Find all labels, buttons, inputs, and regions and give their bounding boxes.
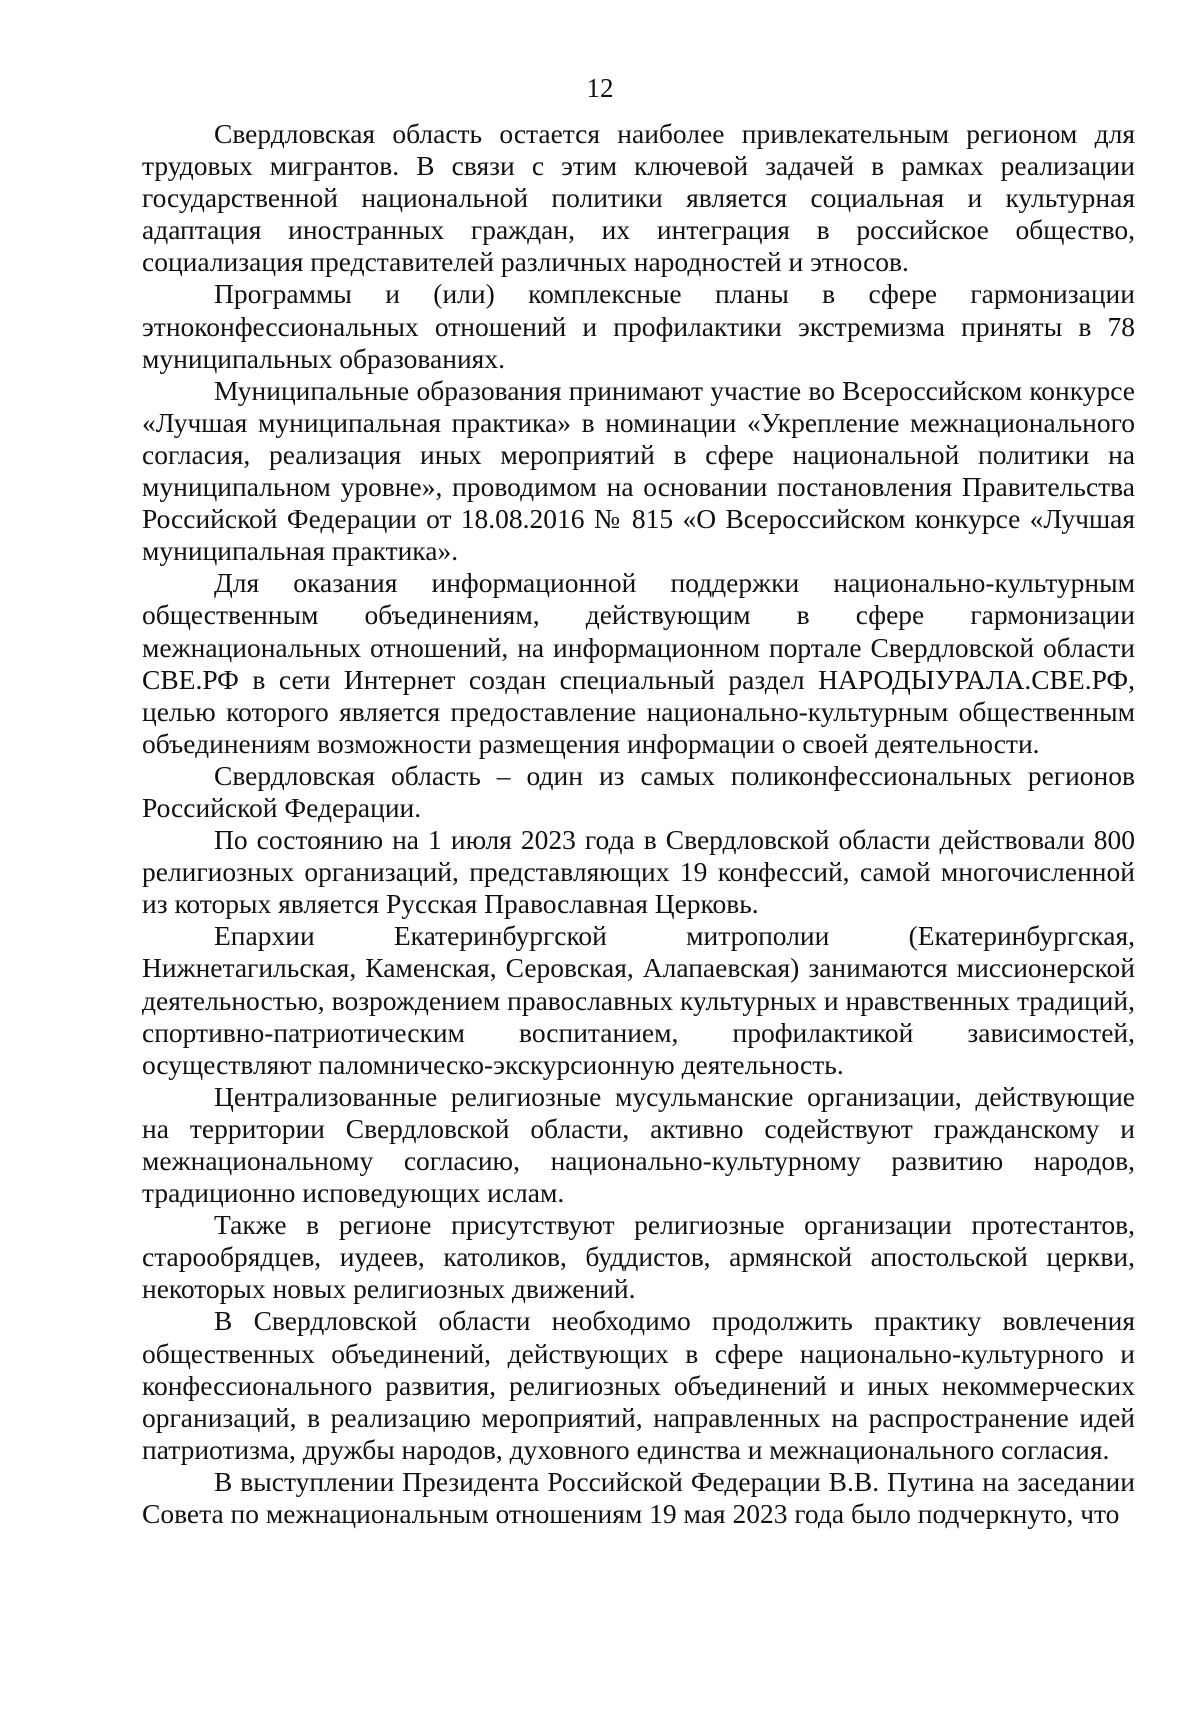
- paragraph-multiconfessional: Свердловская область – один из самых поликонфессиональных регионов Российской Федерации.: [142, 759, 1135, 823]
- page-number: 12: [586, 73, 614, 103]
- paragraph-religious-orgs: По состоянию на 1 июля 2023 года в Свердловской области действовали 800 религиозных организаций, представляющих 19 конфессий, самой многочисленной из которых является Русская Православная Церковь.: [142, 824, 1135, 920]
- paragraph-involvement: В Свердловской области необходимо продолжить практику вовлечения общественных объединений, действующих в сфере национально-культурного и конфессионального развития, религиозных объединений и иных некоммерческих организаций, в реализацию мероприятий, направленных на распространение идей патриотизма, дружбы народов, духовного единства и межнационального согласия.: [142, 1305, 1135, 1465]
- paragraph-programs: Программы и (или) комплексные планы в сфере гармонизации этноконфессиональных отношений и профилактики экстремизма приняты в 78 муниципальных образованиях.: [142, 278, 1135, 374]
- paragraph-contest: Муниципальные образования принимают участие во Всероссийском конкурсе «Лучшая муниципальная практика» в номинации «Укрепление межнационального согласия, реализация иных мероприятий в сфере национальной политики на муниципальном уровне», проводимом на основании постановления Правительства Российской Федерации от 18.08.2016 № 815 «О Всероссийском конкурсе «Лучшая муниципальная практика».: [142, 374, 1135, 567]
- paragraph-other-religions: Также в регионе присутствуют религиозные организации протестантов, старообрядцев, иудеев, католиков, буддистов, армянской апостольской церкви, некоторых новых религиозных движений.: [142, 1209, 1135, 1305]
- paragraph-migrants: Свердловская область остается наиболее привлекательным регионом для трудовых мигрантов. В связи с этим ключевой задачей в рамках реализации государственной национальной политики является социальная и культурная адаптация иностранных граждан, их интеграция в российское общество, социализация представителей различных народностей и этносов.: [142, 118, 1135, 278]
- paragraph-president-speech: В выступлении Президента Российской Федерации В.В. Путина на заседании Совета по межнациональным отношениям 19 мая 2023 года было подчеркнуто, что: [142, 1465, 1135, 1530]
- paragraph-info-portal: Для оказания информационной поддержки национально-культурным общественным объединениям, действующим в сфере гармонизации межнациональных отношений, на информационном портале Свердловской области СВЕ.РФ в сети Интернет создан специальный раздел НАРОДЫУРАЛА.СВЕ.РФ, целью которого является предоставление национально-культурным общественным объединениям возможности размещения информации о своей деятельности.: [142, 567, 1135, 759]
- paragraph-muslim-orgs: Централизованные религиозные мусульманские организации, действующие на территории Свердловской области, активно содействуют гражданскому и межнациональному согласию, национально-культурному развитию народов, традиционно исповедующих ислам.: [142, 1080, 1135, 1209]
- paragraph-eparchies: Епархии Екатеринбургской митрополии (Екатеринбургская, Нижнетагильская, Каменская, Серовская, Алапаевская) занимаются миссионерской деятельностью, возрождением православных культурных и нравственных традиций, спортивно-патриотическим воспитанием, профилактикой зависимостей, осуществляют паломническо-экскурсионную деятельность.: [142, 920, 1135, 1080]
- document-body: [142, 118, 1135, 1530]
